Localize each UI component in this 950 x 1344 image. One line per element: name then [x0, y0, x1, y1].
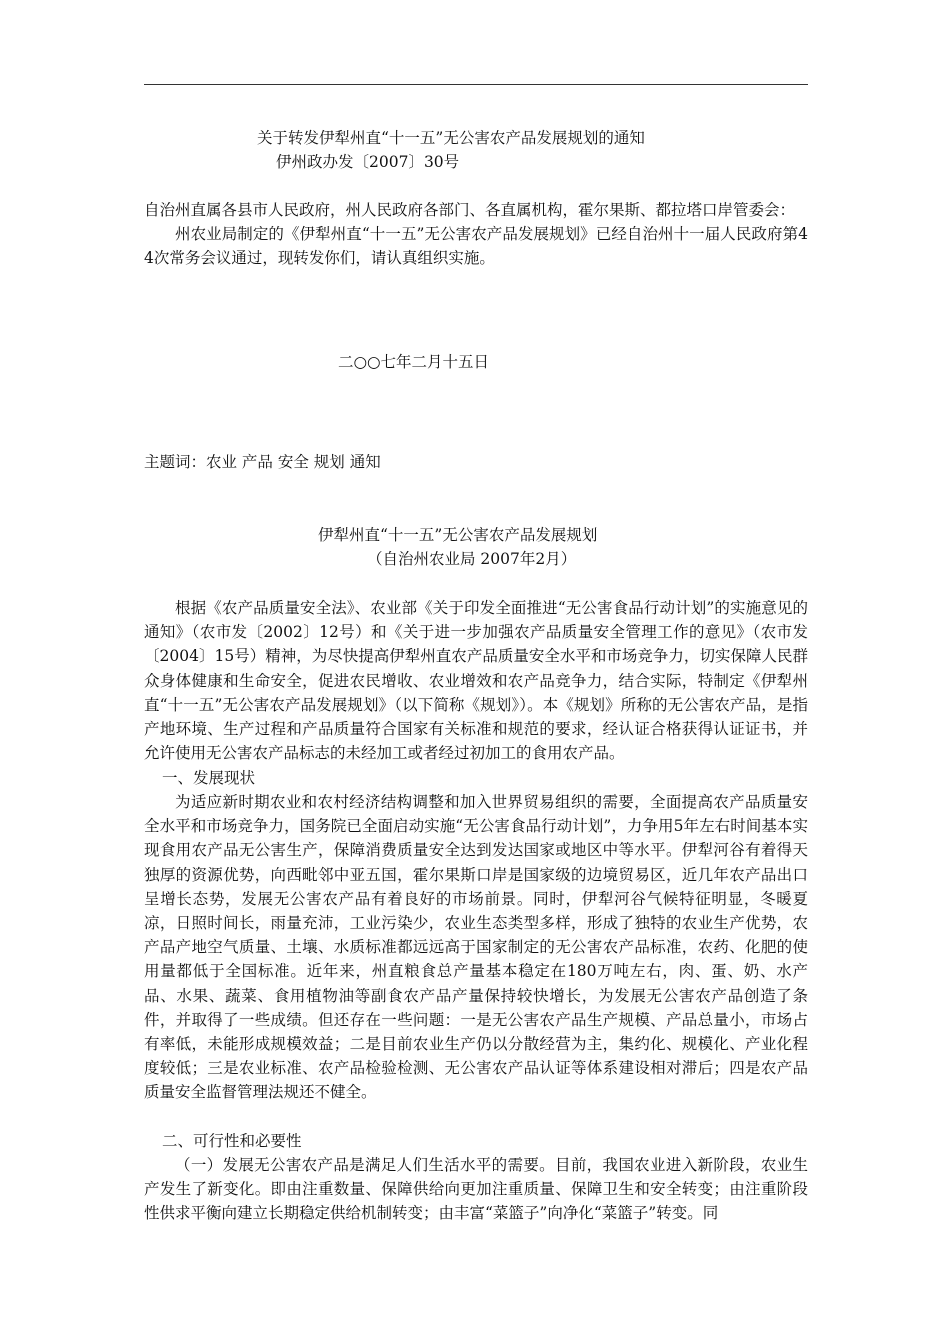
notice-date: 二○○七年二月十五日 — [338, 353, 490, 371]
header-rule — [144, 84, 808, 85]
section-1-paragraph: 为适应新时期农业和农村经济结构调整和加入世界贸易组织的需要，全面提高农产品质量安全水平和市场竞争力，国务院已全面启动实施“无公害食品行动计划”，力争用5年左右时间基本实现食用农产品无公害生产，保障消费质量安全达到发达国家或地区中等水平。伊犁河谷有着得天独厚的资源优势，向西毗邻中亚五国，霍尔果斯口岸是国家级的边境贸易区，近几年农产品出口呈增长态势，发展无公害农产品有着良好的市场前景。同时，伊犁河谷气候特征明显，冬暖夏凉，日照时间长，雨量充沛，工业污染少，农业生态类型多样，形成了独特的农业生产优势，农产品产地空气质量、土壤、水质标准都远远高于国家制定的无公害农产品标准，农药、化肥的使用量都低于全国标准。近年来，州直粮食总产量基本稳定在180万吨左右，肉、蛋、奶、水产品、水果、蔬菜、食用植物油等副食农产品产量保持较快增长，为发展无公害农产品创造了条件，并取得了一些成绩。但还存在一些问题：一是无公害农产品生产规模、产品总量小，市场占有率低，未能形成规模效益；二是目前农业生产仍以分散经营为主，集约化、规模化、产业化程度较低；三是农业标准、农产品检验检测、无公害农产品认证等体系建设相对滞后；四是农产品质量安全监督管理法规还不健全。 — [144, 793, 808, 1102]
plan-intro-paragraph: 根据《农产品质量安全法》、农业部《关于印发全面推进“无公害食品行动计划”的实施意见的通知》（农市发〔2002〕12号）和《关于进一步加强农产品质量安全管理工作的意见》（农市发〔2004〕15号）精神，为尽快提高伊犁州直农产品质量安全水平和市场竞争力，切实保障人民群众身体健康和生命安全，促进农民增收、农业增效和农产品竞争力，结合实际，特制定《伊犁州直“十一五”无公害农产品发展规划》（以下简称《规划》）。本《规划》所称的无公害农产品，是指产地环境、生产过程和产品质量符合国家有关标准和规范的要求，经认证合格获得认证证书，并允许使用无公害农产品标志的未经加工或者经过初加工的食用农产品。 — [144, 599, 808, 763]
section-1-heading: 一、发展现状 — [162, 769, 256, 787]
notice-body: 州农业局制定的《伊犁州直“十一五”无公害农产品发展规划》已经自治州十一届人民政府第44次常务会议通过，现转发你们，请认真组织实施。 — [144, 225, 808, 268]
section-2-paragraph: （一）发展无公害农产品是满足人们生活水平的需要。目前，我国农业进入新阶段，农业生产发生了新变化。即由注重数量、保障供给向更加注重质量、保障卫生和安全转变；由注重阶段性供求平衡向建立长期稳定供给机制转变；由丰富“菜篮子”向净化“菜篮子”转变。同 — [144, 1156, 808, 1223]
notice-keywords: 主题词：农业 产品 安全 规划 通知 — [144, 453, 381, 471]
plan-title: 伊犁州直“十一五”无公害农产品发展规划 — [318, 526, 598, 544]
plan-subtitle: （自治州农业局 2007年2月） — [367, 550, 577, 568]
notice-addressees: 自治州直属各县市人民政府，州人民政府各部门、各直属机构，霍尔果斯、都拉塔口岸管委会： — [144, 201, 796, 219]
section-2-heading: 二、可行性和必要性 — [162, 1132, 302, 1150]
notice-doc-number: 伊州政办发〔2007〕30号 — [276, 153, 460, 171]
notice-title: 关于转发伊犁州直“十一五”无公害农产品发展规划的通知 — [257, 129, 645, 147]
